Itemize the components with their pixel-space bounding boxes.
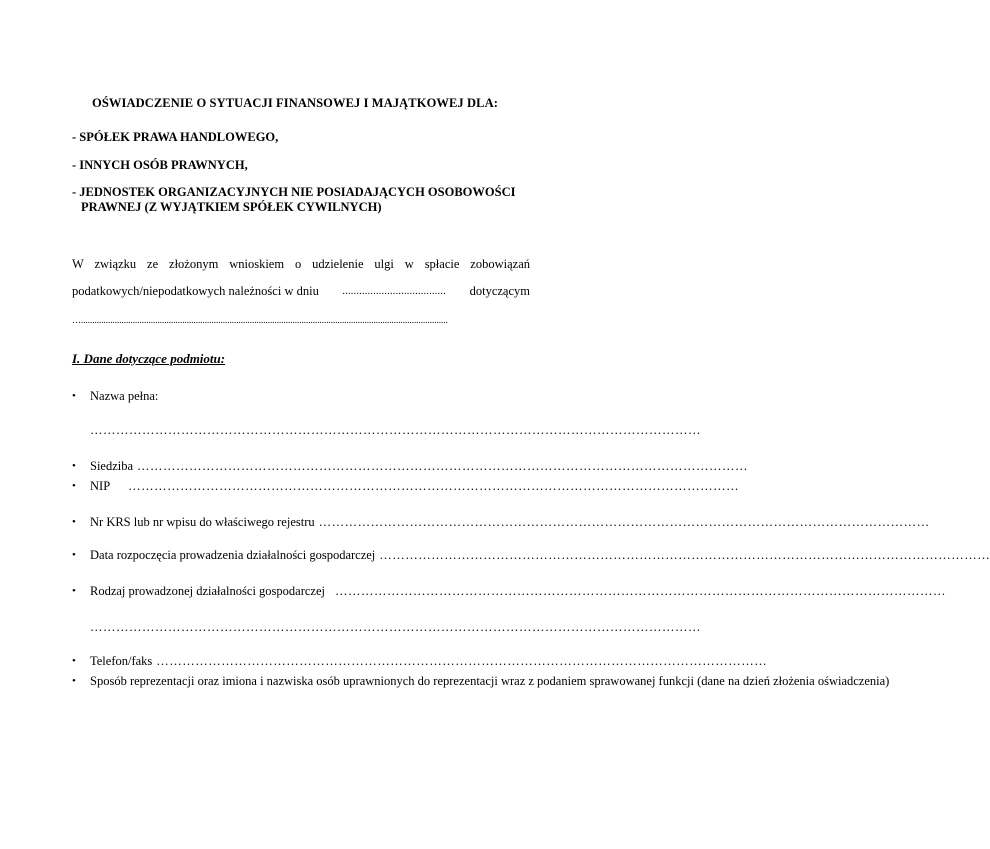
bullet-icon: • <box>72 585 76 597</box>
entity-commercial-companies: - SPÓŁEK PRAWA HANDLOWEGO, <box>72 130 279 144</box>
entity-other-legal-persons: - INNYCH OSÓB PRAWNYCH, <box>72 158 248 172</box>
section-heading: I. Dane dotyczące podmiotu: <box>72 351 226 366</box>
full-name-label: Nazwa pełna: <box>90 389 159 403</box>
entity-organizational-units-line1: - JEDNOSTEK ORGANIZACYJNYCH NIE POSIADAJĄCYCH OSOBOWOŚCI <box>72 185 516 199</box>
bullet-icon: • <box>72 675 76 687</box>
seat-label: Siedziba <box>90 459 134 473</box>
start-date-input-line[interactable]: …………………………………………………………………………………………………………………………… <box>379 548 990 562</box>
document-title: OŚWIADCZENIE O SYTUACJI FINANSOWEJ I MAJĄTKOWEJ DLA: <box>92 96 498 110</box>
activity-type-label: Rodzaj prowadzonej działalności gospodarczej <box>90 584 325 598</box>
subject-field[interactable]: …................................................................................................................................................................... <box>72 315 448 325</box>
activity-type-input-line[interactable]: …………………………………………………………………………………………………………………………… <box>334 584 946 598</box>
bullet-icon: • <box>72 655 76 667</box>
nip-input-line[interactable]: …………………………………………………………………………………………………………………………… <box>128 479 740 493</box>
bullet-icon: • <box>72 460 76 472</box>
date-field[interactable]: ..................................... <box>342 286 447 297</box>
nip-label: NIP <box>90 479 111 493</box>
start-date-label: Data rozpoczęcia prowadzenia działalności gospodarczej <box>90 548 376 562</box>
phone-fax-label: Telefon/faks <box>90 654 153 668</box>
representation-label: Sposób reprezentacji oraz imiona i nazwiska osób uprawnionych do reprezentacji wraz z podaniem sprawowanej funkcji (dane na dzień złożenia oświadczenia) <box>90 674 890 688</box>
seat-input-line[interactable]: …………………………………………………………………………………………………………………………… <box>137 459 749 473</box>
bullet-icon: • <box>72 549 76 561</box>
phone-fax-input-line[interactable]: …………………………………………………………………………………………………………………………… <box>156 654 768 668</box>
bullet-icon: • <box>72 390 76 402</box>
krs-input-line[interactable]: …………………………………………………………………………………………………………………………… <box>318 515 930 529</box>
intro-line-2-end: dotyczącym <box>469 284 530 298</box>
intro-line-1: W związku ze złożonym wnioskiem o udzielenie ulgi w spłacie zobowiązań <box>72 257 530 271</box>
intro-line-2-text: podatkowych/niepodatkowych należności w dniu <box>72 284 319 298</box>
full-name-input-line[interactable]: …………………………………………………………………………………………………………………………… <box>90 423 701 437</box>
bullet-icon: • <box>72 516 76 528</box>
krs-label: Nr KRS lub nr wpisu do właściwego rejestru <box>90 515 315 529</box>
entity-organizational-units <box>72 185 542 215</box>
entity-organizational-units-line2: PRAWNEJ (Z WYJĄTKIEM SPÓŁEK CYWILNYCH) <box>81 200 382 214</box>
activity-type-input-line-2[interactable]: …………………………………………………………………………………………………………………………… <box>90 620 701 634</box>
intro-line-2 <box>72 284 530 299</box>
bullet-icon: • <box>72 480 76 492</box>
